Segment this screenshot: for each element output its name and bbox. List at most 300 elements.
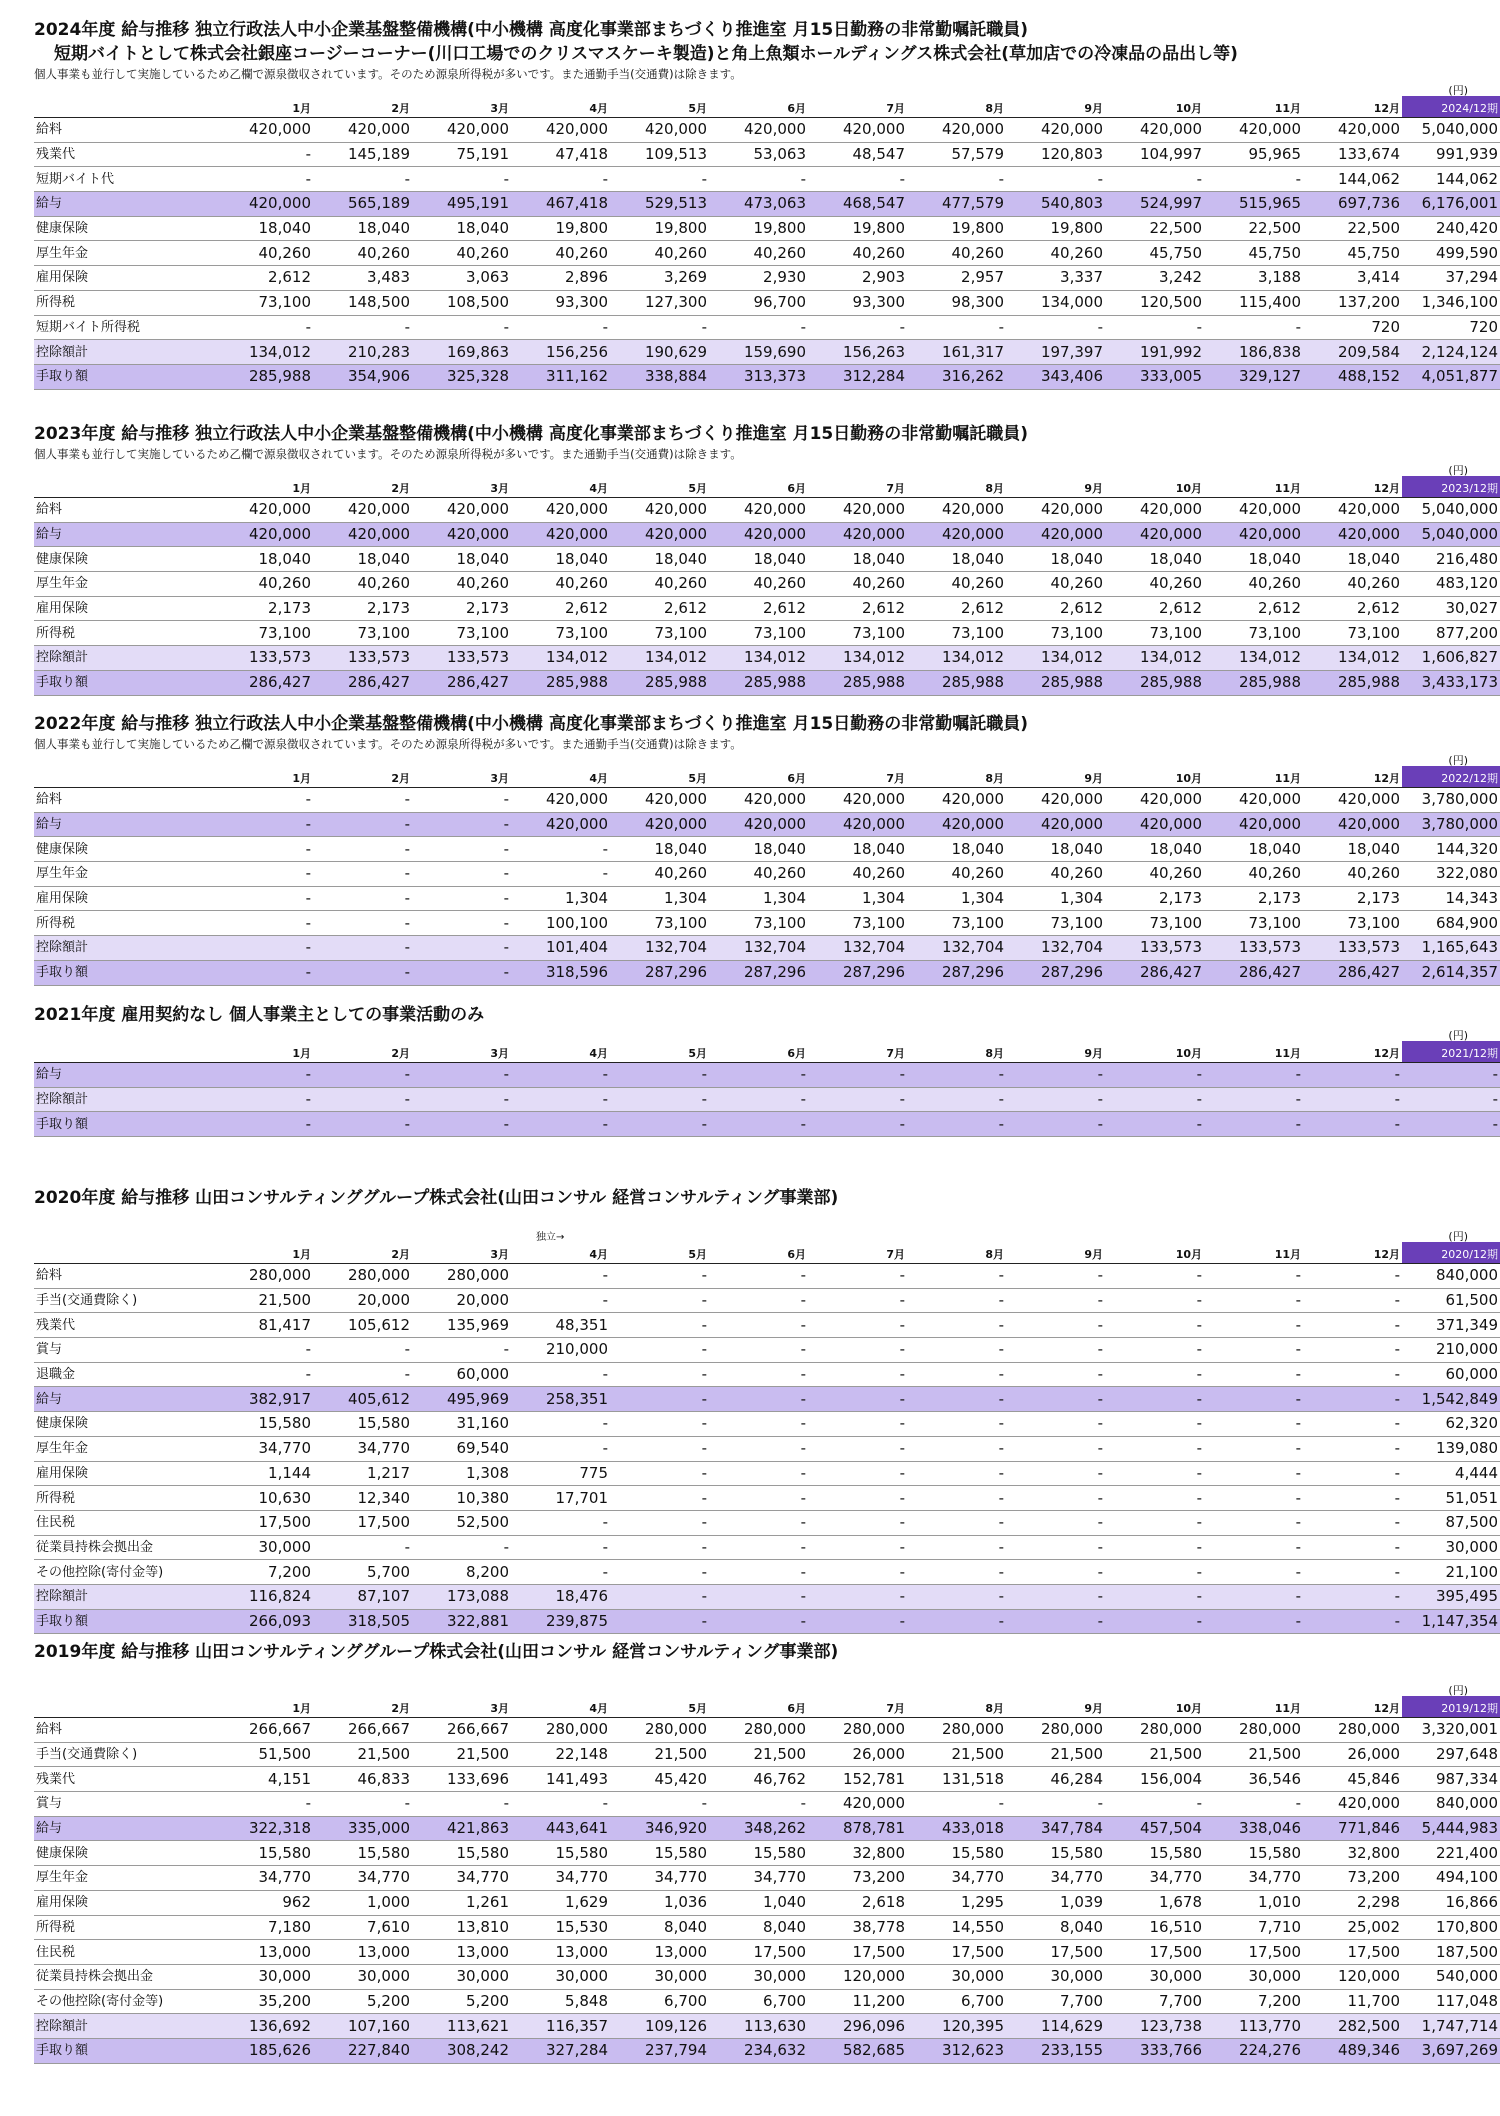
value-cell: - [1303, 1486, 1402, 1511]
value-cell: 420,000 [907, 118, 1006, 143]
value-cell: - [808, 315, 907, 340]
value-cell: 17,500 [214, 1510, 313, 1535]
value-cell: 2,173 [412, 596, 511, 621]
value-cell: - [907, 1063, 1006, 1088]
value-cell: 17,500 [313, 1510, 412, 1535]
value-cell: 17,500 [808, 1940, 907, 1965]
row-label: 控除額計 [34, 2014, 214, 2039]
value-cell: - [511, 837, 610, 862]
table-row [34, 1338, 1500, 1363]
value-cell: 136,692 [214, 2014, 313, 2039]
value-cell: 1,010 [1204, 1890, 1303, 1915]
value-cell: 420,000 [1006, 788, 1105, 813]
value-cell: 45,750 [1105, 241, 1204, 266]
unit-label: (円) [1448, 84, 1468, 97]
row-label: 給与 [34, 812, 214, 837]
value-cell: 15,530 [511, 1915, 610, 1940]
value-cell: - [808, 1362, 907, 1387]
month-header: 11月 [1204, 766, 1303, 788]
value-cell: - [1105, 1063, 1204, 1088]
table-row [34, 2038, 1500, 2063]
value-cell: 2,612 [610, 596, 709, 621]
value-cell: 15,580 [610, 1841, 709, 1866]
value-cell: 30,000 [511, 1964, 610, 1989]
value-cell: - [1303, 1584, 1402, 1609]
value-cell: - [808, 167, 907, 192]
value-cell: 420,000 [511, 812, 610, 837]
value-cell: 7,610 [313, 1915, 412, 1940]
value-cell: 210,283 [313, 340, 412, 365]
total-cell: 6,176,001 [1402, 192, 1500, 217]
value-cell: - [511, 862, 610, 887]
total-cell: 60,000 [1402, 1362, 1500, 1387]
section-note: 個人事業も並行して実施しているため乙欄で源泉徴収されています。そのため源泉所得税が多いです。また通勤手当(交通費)は除きます。 [34, 67, 742, 81]
value-cell: 420,000 [907, 788, 1006, 813]
value-cell: 73,100 [808, 621, 907, 646]
value-cell: - [1303, 1412, 1402, 1437]
value-cell: 285,988 [1303, 670, 1402, 695]
value-cell: 17,500 [907, 1940, 1006, 1965]
value-cell: - [1303, 1112, 1402, 1137]
value-cell: 443,641 [511, 1816, 610, 1841]
row-label: 所得税 [34, 290, 214, 315]
value-cell: - [1105, 1510, 1204, 1535]
value-cell: 420,000 [808, 788, 907, 813]
value-cell: 280,000 [610, 1718, 709, 1743]
value-cell: - [907, 1792, 1006, 1817]
value-cell: - [1303, 1362, 1402, 1387]
row-label: 控除額計 [34, 340, 214, 365]
value-cell: 420,000 [808, 498, 907, 523]
value-cell: - [1006, 1112, 1105, 1137]
header-row [34, 766, 1500, 788]
value-cell: - [610, 1486, 709, 1511]
table-row [34, 911, 1500, 936]
value-cell: 1,304 [1006, 886, 1105, 911]
month-header: 8月 [907, 766, 1006, 788]
value-cell: 420,000 [610, 118, 709, 143]
table-row [34, 1412, 1500, 1437]
table-row [34, 547, 1500, 572]
value-cell: 133,573 [1105, 936, 1204, 961]
value-cell: 30,000 [1204, 1964, 1303, 1989]
value-cell: 2,957 [907, 266, 1006, 291]
month-header: 12月 [1303, 1696, 1402, 1718]
table-row [34, 315, 1500, 340]
value-cell: 280,000 [907, 1718, 1006, 1743]
value-cell: - [610, 1112, 709, 1137]
value-cell: - [1006, 1584, 1105, 1609]
value-cell: - [313, 812, 412, 837]
header-row [34, 1696, 1500, 1718]
value-cell: - [610, 1087, 709, 1112]
salary-table [34, 1041, 1500, 1137]
table-row [34, 1609, 1500, 1634]
total-cell: - [1402, 1112, 1500, 1137]
value-cell: 3,269 [610, 266, 709, 291]
month-header: 3月 [412, 1696, 511, 1718]
value-cell: 343,406 [1006, 364, 1105, 389]
total-cell: 4,444 [1402, 1461, 1500, 1486]
value-cell: 420,000 [1105, 522, 1204, 547]
month-header: 7月 [808, 766, 907, 788]
month-header: 3月 [412, 1242, 511, 1264]
value-cell: 113,621 [412, 2014, 511, 2039]
value-cell: 318,505 [313, 1609, 412, 1634]
value-cell: - [1204, 1387, 1303, 1412]
value-cell: 34,770 [610, 1866, 709, 1891]
value-cell: 420,000 [511, 498, 610, 523]
table-row [34, 1841, 1500, 1866]
total-cell: 62,320 [1402, 1412, 1500, 1437]
table-row [34, 167, 1500, 192]
total-cell: 297,648 [1402, 1742, 1500, 1767]
table-row [34, 522, 1500, 547]
value-cell: 46,833 [313, 1767, 412, 1792]
value-cell: - [412, 886, 511, 911]
value-cell: 282,500 [1303, 2014, 1402, 2039]
value-cell: 156,004 [1105, 1767, 1204, 1792]
total-cell: 3,697,269 [1402, 2038, 1500, 2063]
value-cell: 30,000 [907, 1964, 1006, 1989]
value-cell: 2,173 [214, 596, 313, 621]
month-header: 2月 [313, 766, 412, 788]
month-header: 8月 [907, 96, 1006, 118]
value-cell: - [511, 315, 610, 340]
independence-note: 独立→ [536, 1232, 565, 1243]
row-label: 厚生年金 [34, 1436, 214, 1461]
value-cell: - [1105, 1584, 1204, 1609]
value-cell: 266,667 [313, 1718, 412, 1743]
month-header: 5月 [610, 476, 709, 498]
value-cell: 2,612 [1105, 596, 1204, 621]
value-cell: 40,260 [610, 572, 709, 597]
row-label: 健康保険 [34, 837, 214, 862]
value-cell: - [313, 1063, 412, 1088]
section-title: 2020年度 給与推移 山田コンサルティンググループ株式会社(山田コンサル 経営コンサルティング事業部) [34, 1188, 839, 1208]
table-row [34, 340, 1500, 365]
value-cell: 73,100 [610, 621, 709, 646]
salary-table [34, 1696, 1500, 2064]
value-cell: 6,700 [610, 1989, 709, 2014]
table-row [34, 936, 1500, 961]
value-cell: 25,002 [1303, 1915, 1402, 1940]
value-cell: 21,500 [1006, 1742, 1105, 1767]
value-cell: - [313, 1112, 412, 1137]
value-cell: 420,000 [214, 118, 313, 143]
value-cell: 133,573 [1303, 936, 1402, 961]
row-label: 手取り額 [34, 960, 214, 985]
value-cell: 21,500 [214, 1288, 313, 1313]
value-cell: 325,328 [412, 364, 511, 389]
value-cell: 127,300 [610, 290, 709, 315]
value-cell: - [1105, 1087, 1204, 1112]
value-cell: - [313, 862, 412, 887]
total-cell: 1,346,100 [1402, 290, 1500, 315]
value-cell: - [214, 788, 313, 813]
value-cell: 81,417 [214, 1313, 313, 1338]
value-cell: - [1105, 1535, 1204, 1560]
row-label: 雇用保険 [34, 266, 214, 291]
value-cell: 40,260 [907, 241, 1006, 266]
value-cell: 113,770 [1204, 2014, 1303, 2039]
value-cell: 20,000 [412, 1288, 511, 1313]
value-cell: 1,629 [511, 1890, 610, 1915]
value-cell: - [313, 788, 412, 813]
value-cell: 22,148 [511, 1742, 610, 1767]
value-cell: - [1105, 1560, 1204, 1585]
value-cell: - [1006, 1063, 1105, 1088]
value-cell: - [709, 1313, 808, 1338]
month-header: 8月 [907, 476, 1006, 498]
value-cell: 6,700 [709, 1989, 808, 2014]
value-cell: 1,295 [907, 1890, 1006, 1915]
month-header: 6月 [709, 766, 808, 788]
value-cell: 420,000 [1303, 498, 1402, 523]
value-cell: - [1006, 1461, 1105, 1486]
value-cell: 73,100 [412, 621, 511, 646]
value-cell: 420,000 [1105, 118, 1204, 143]
row-label: 短期バイト代 [34, 167, 214, 192]
value-cell: 2,612 [1006, 596, 1105, 621]
row-label: 雇用保険 [34, 596, 214, 621]
value-cell: - [808, 1112, 907, 1137]
value-cell: 2,612 [1204, 596, 1303, 621]
value-cell: 31,160 [412, 1412, 511, 1437]
value-cell: 30,000 [214, 1535, 313, 1560]
salary-section [34, 1003, 1498, 1137]
value-cell: 18,040 [511, 547, 610, 572]
value-cell: 420,000 [511, 788, 610, 813]
value-cell: - [709, 1112, 808, 1137]
total-cell: 684,900 [1402, 911, 1500, 936]
value-cell: - [808, 1584, 907, 1609]
month-header: 9月 [1006, 766, 1105, 788]
value-cell: - [412, 936, 511, 961]
value-cell: 109,513 [610, 142, 709, 167]
value-cell: 40,260 [709, 862, 808, 887]
month-header: 6月 [709, 96, 808, 118]
value-cell: 495,191 [412, 192, 511, 217]
value-cell: - [1006, 1087, 1105, 1112]
value-cell: - [1204, 1313, 1303, 1338]
value-cell: - [511, 1535, 610, 1560]
value-cell: 19,800 [511, 216, 610, 241]
value-cell: - [214, 1362, 313, 1387]
value-cell: 18,040 [709, 547, 808, 572]
value-cell: 5,700 [313, 1560, 412, 1585]
value-cell: 73,100 [313, 621, 412, 646]
value-cell: - [1006, 1436, 1105, 1461]
value-cell: 420,000 [1303, 1792, 1402, 1817]
value-cell: 134,012 [1105, 646, 1204, 671]
value-cell: 280,000 [1105, 1718, 1204, 1743]
value-cell: 1,304 [610, 886, 709, 911]
value-cell: - [709, 1387, 808, 1412]
value-cell: - [511, 1087, 610, 1112]
value-cell: 19,800 [610, 216, 709, 241]
value-cell: 17,500 [1006, 1940, 1105, 1965]
value-cell: 285,988 [610, 670, 709, 695]
value-cell: - [907, 1412, 1006, 1437]
value-cell: 2,896 [511, 266, 610, 291]
row-label: 所得税 [34, 911, 214, 936]
value-cell: 73,100 [214, 621, 313, 646]
value-cell: - [1006, 1338, 1105, 1363]
value-cell: 239,875 [511, 1609, 610, 1634]
value-cell: 420,000 [808, 812, 907, 837]
total-cell: 21,100 [1402, 1560, 1500, 1585]
value-cell: 185,626 [214, 2038, 313, 2063]
value-cell: 420,000 [1105, 498, 1204, 523]
table-row [34, 596, 1500, 621]
section-title: 2021年度 雇用契約なし 個人事業主としての事業活動のみ [34, 1005, 485, 1025]
value-cell: 11,700 [1303, 1989, 1402, 2014]
value-cell: - [808, 1510, 907, 1535]
value-cell: 11,200 [808, 1989, 907, 2014]
value-cell: 17,500 [1204, 1940, 1303, 1965]
value-cell: 40,260 [808, 572, 907, 597]
value-cell: 227,840 [313, 2038, 412, 2063]
value-cell: 73,100 [610, 911, 709, 936]
value-cell: 173,088 [412, 1584, 511, 1609]
value-cell: 15,580 [214, 1841, 313, 1866]
header-row [34, 96, 1500, 118]
value-cell: 13,000 [412, 1940, 511, 1965]
value-cell: - [511, 1792, 610, 1817]
value-cell: - [808, 1288, 907, 1313]
value-cell: 18,040 [214, 216, 313, 241]
value-cell: 98,300 [907, 290, 1006, 315]
total-cell: 30,027 [1402, 596, 1500, 621]
value-cell: - [907, 1313, 1006, 1338]
value-cell: - [610, 1609, 709, 1634]
value-cell: 420,000 [1105, 812, 1204, 837]
value-cell: 420,000 [610, 498, 709, 523]
value-cell: - [1006, 1792, 1105, 1817]
value-cell: - [709, 1087, 808, 1112]
value-cell: 18,040 [214, 547, 313, 572]
value-cell: - [610, 167, 709, 192]
section-note: 個人事業も並行して実施しているため乙欄で源泉徴収されています。そのため源泉所得税が多いです。また通勤手当(交通費)は除きます。 [34, 447, 742, 461]
value-cell: - [907, 315, 1006, 340]
table-row [34, 1940, 1500, 1965]
value-cell: 133,573 [214, 646, 313, 671]
value-cell: 40,260 [313, 241, 412, 266]
value-cell: - [1006, 1387, 1105, 1412]
row-label: 手取り額 [34, 1609, 214, 1634]
value-cell: 34,770 [214, 1866, 313, 1891]
total-cell: 2,124,124 [1402, 340, 1500, 365]
value-cell: 420,000 [1006, 118, 1105, 143]
month-header: 12月 [1303, 766, 1402, 788]
total-cell: 144,320 [1402, 837, 1500, 862]
value-cell: - [511, 1288, 610, 1313]
value-cell: - [1006, 315, 1105, 340]
row-label: 厚生年金 [34, 1866, 214, 1891]
total-cell: 3,433,173 [1402, 670, 1500, 695]
value-cell: - [1204, 1584, 1303, 1609]
unit-row [34, 1027, 1470, 1041]
value-cell: 73,100 [1105, 911, 1204, 936]
value-cell: 420,000 [1204, 812, 1303, 837]
value-cell: - [1006, 1609, 1105, 1634]
value-cell: 237,794 [610, 2038, 709, 2063]
total-cell: 3,320,001 [1402, 1718, 1500, 1743]
value-cell: 420,000 [1303, 118, 1402, 143]
salary-section [34, 18, 1498, 390]
value-cell: 495,969 [412, 1387, 511, 1412]
value-cell: - [1204, 167, 1303, 192]
value-cell: 45,846 [1303, 1767, 1402, 1792]
value-cell: 382,917 [214, 1387, 313, 1412]
value-cell: - [907, 1112, 1006, 1137]
value-cell: 30,000 [214, 1964, 313, 1989]
value-cell: - [1303, 1387, 1402, 1412]
value-cell: 2,173 [1303, 886, 1402, 911]
value-cell: - [709, 1264, 808, 1289]
value-cell: - [313, 936, 412, 961]
value-cell: - [412, 1087, 511, 1112]
total-cell: 483,120 [1402, 572, 1500, 597]
table-row [34, 1387, 1500, 1412]
total-cell: 4,051,877 [1402, 364, 1500, 389]
value-cell: 338,884 [610, 364, 709, 389]
value-cell: - [709, 1436, 808, 1461]
value-cell: 1,304 [511, 886, 610, 911]
value-cell: - [907, 1560, 1006, 1585]
value-cell: 258,351 [511, 1387, 610, 1412]
value-cell: 312,623 [907, 2038, 1006, 2063]
value-cell: 15,580 [313, 1412, 412, 1437]
value-cell: 10,380 [412, 1486, 511, 1511]
value-cell: - [709, 1461, 808, 1486]
total-cell: 51,051 [1402, 1486, 1500, 1511]
value-cell: - [1006, 1535, 1105, 1560]
value-cell: - [412, 911, 511, 936]
row-label: 給与 [34, 192, 214, 217]
salary-section [34, 712, 1498, 986]
value-cell: - [412, 960, 511, 985]
value-cell: - [1006, 1313, 1105, 1338]
table-row [34, 1461, 1500, 1486]
period-header: 2019/12期 [1402, 1696, 1500, 1718]
value-cell: 962 [214, 1890, 313, 1915]
value-cell: 18,040 [412, 216, 511, 241]
value-cell: - [610, 1560, 709, 1585]
value-cell: - [1006, 167, 1105, 192]
value-cell: 120,000 [808, 1964, 907, 1989]
value-cell: - [412, 1063, 511, 1088]
total-cell: 5,040,000 [1402, 498, 1500, 523]
table-row [34, 646, 1500, 671]
value-cell: 287,296 [610, 960, 709, 985]
value-cell: 15,580 [907, 1841, 1006, 1866]
value-cell: - [1105, 1461, 1204, 1486]
value-cell: 322,881 [412, 1609, 511, 1634]
value-cell: 420,000 [313, 118, 412, 143]
month-header: 6月 [709, 1696, 808, 1718]
value-cell: 45,750 [1204, 241, 1303, 266]
value-cell: - [214, 960, 313, 985]
value-cell: 224,276 [1204, 2038, 1303, 2063]
value-cell: 5,200 [412, 1989, 511, 2014]
salary-section [34, 422, 1498, 696]
table-row [34, 1989, 1500, 2014]
value-cell: 30,000 [412, 1964, 511, 1989]
total-cell: 3,780,000 [1402, 788, 1500, 813]
value-cell: 21,500 [907, 1742, 1006, 1767]
